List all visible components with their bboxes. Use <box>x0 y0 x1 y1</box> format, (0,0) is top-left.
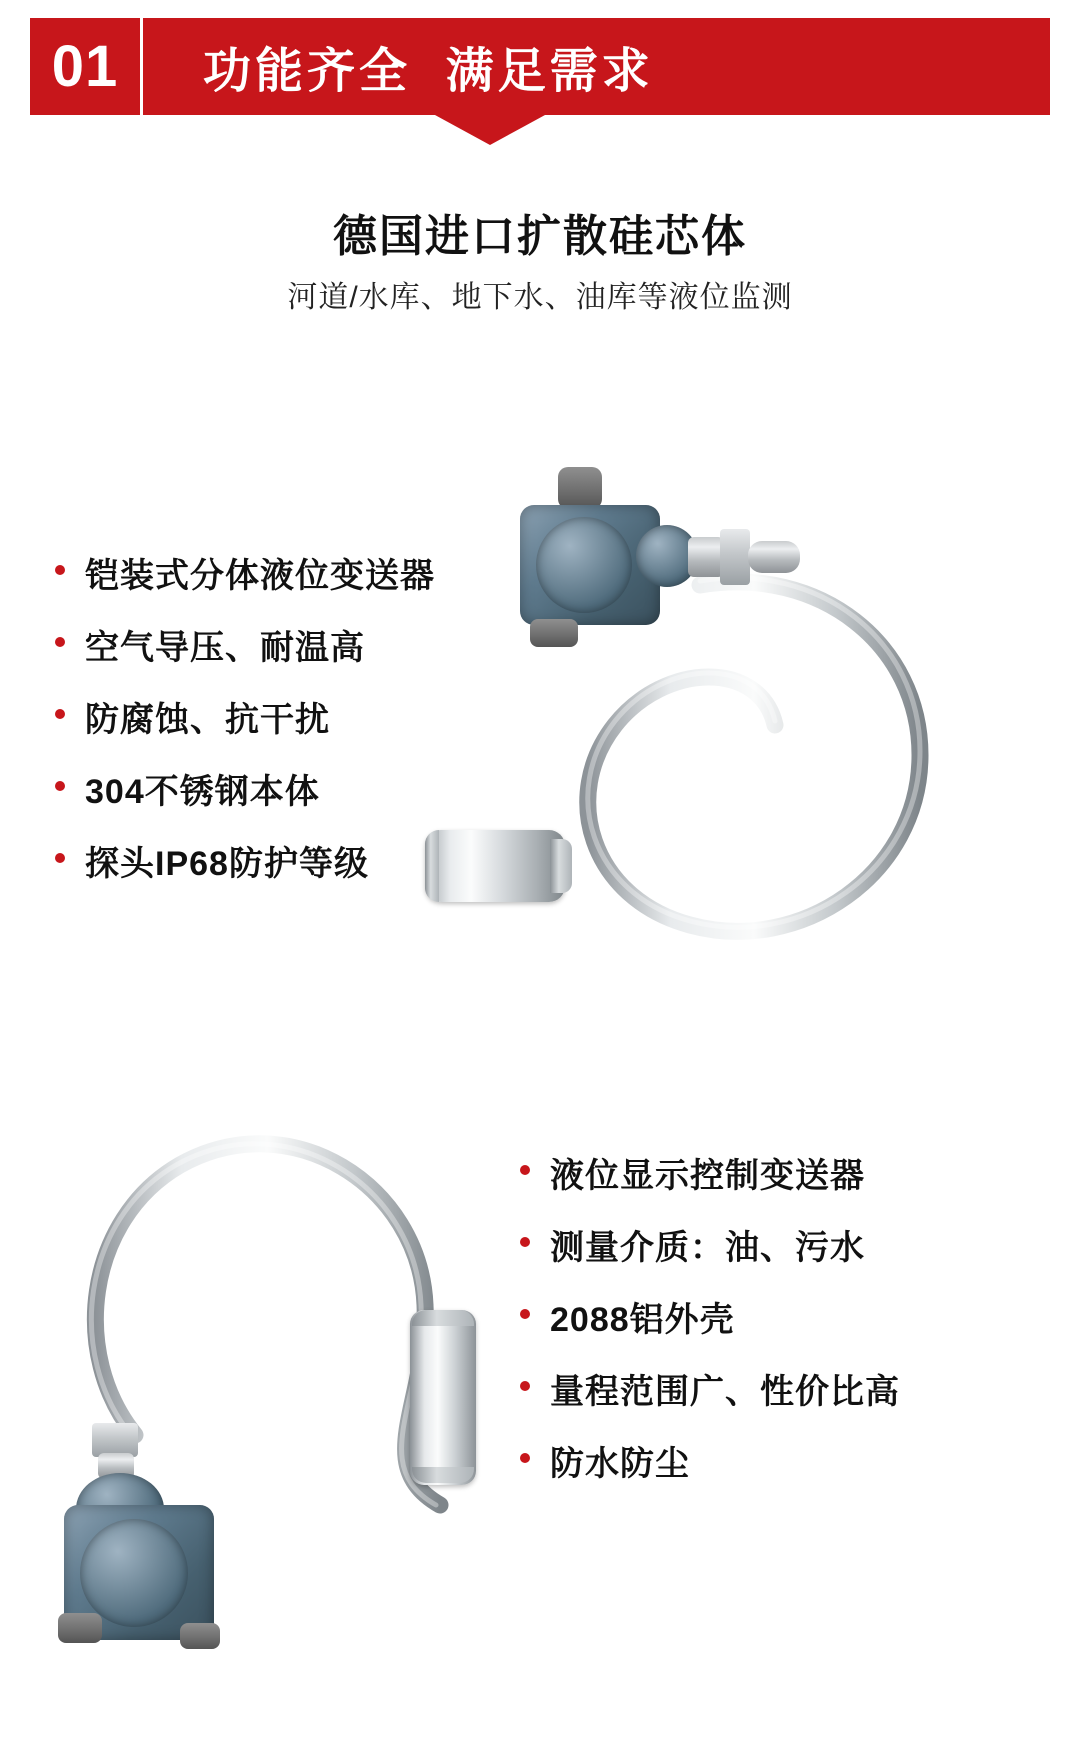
list-item: 探头IP68防护等级 <box>55 836 435 885</box>
cable-entry-sleeve <box>748 541 800 573</box>
cable-gland-neck <box>688 537 724 577</box>
housing-cover-ring <box>80 1519 188 1627</box>
list-item: 防水防尘 <box>520 1436 900 1485</box>
probe-cable-joint <box>550 839 572 893</box>
banner-notch-decoration <box>435 115 545 145</box>
list-item: 空气导压、耐温高 <box>55 620 435 669</box>
list-item: 防腐蚀、抗干扰 <box>55 692 435 741</box>
product-image-bottom <box>40 1035 560 1735</box>
probe-end-cap <box>412 1467 474 1483</box>
housing-vent-cap <box>558 467 602 509</box>
section-banner <box>30 18 1050 115</box>
cable-gland-nut <box>720 529 750 585</box>
banner-number: 01 <box>51 34 119 99</box>
probe-end-cap <box>425 830 439 902</box>
list-item: 2088铝外壳 <box>520 1292 900 1341</box>
feature-list-bottom <box>520 1148 900 1508</box>
probe-cable-joint <box>412 1310 474 1326</box>
level-probe-body <box>410 1310 476 1485</box>
housing-base-mount-secondary <box>180 1623 220 1649</box>
housing-base-mount <box>530 619 578 647</box>
banner-title: 功能齐全 满足需求 <box>203 45 654 98</box>
housing-base-mount <box>58 1613 102 1643</box>
page-title: 德国进口扩散硅芯体 <box>333 212 747 261</box>
list-item: 液位显示控制变送器 <box>520 1148 900 1197</box>
product-image-top <box>400 455 1040 1015</box>
housing-cover-ring <box>536 517 632 613</box>
list-item: 铠装式分体液位变送器 <box>55 548 435 597</box>
level-probe-body <box>425 830 565 902</box>
list-item: 304不锈钢本体 <box>55 764 435 813</box>
list-item: 测量介质：油、污水 <box>520 1220 900 1269</box>
cable-gland-nut <box>92 1423 138 1457</box>
page-subtitle: 河道/水库、地下水、油库等液位监测 <box>287 281 793 314</box>
feature-list-top <box>55 548 435 908</box>
list-item: 量程范围广、性价比高 <box>520 1364 900 1413</box>
